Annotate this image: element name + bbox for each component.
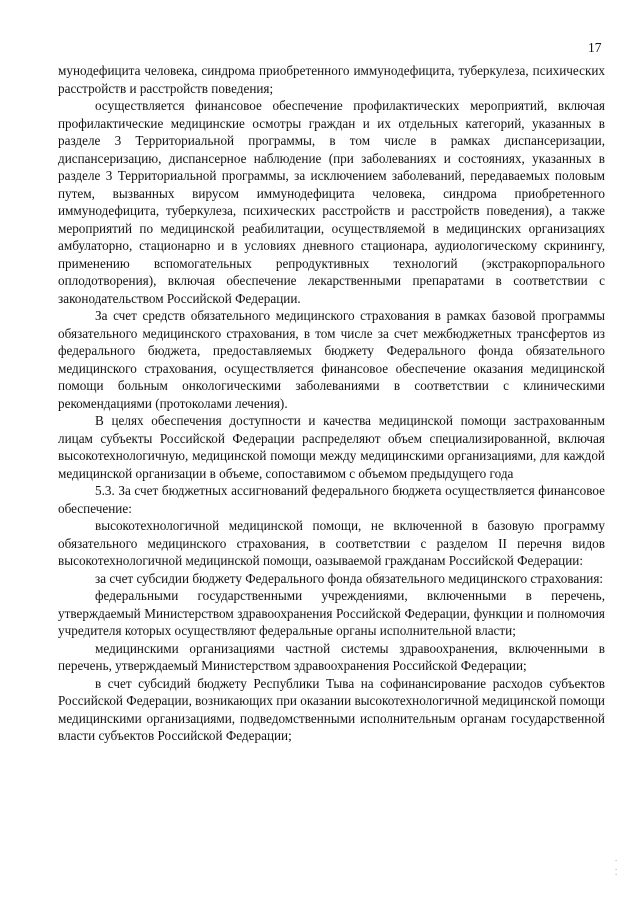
paragraph-care-distribution: В целях обеспечения доступности и качества медицинской помощи застрахованным лицам субъекты Российской Федерации распределяют объем специализированной, включая высокотехнологичную, медицинской помощи между медицинскими организациями, для каждой медицинской организации в объеме, сопоставимом с объемом предыдущего года: [58, 413, 605, 481]
section-5-3-heading: 5.3. За счет бюджетных ассигнований федерального бюджета осуществляется финансовое обеспечение:: [58, 483, 605, 516]
paragraph-high-tech-care: высокотехнологичной медицинской помощи, не включенной в базовую программу обязательного медицинского страхования, в соответствии с разделом II перечня видов высокотехнологичной медицинской помощи, оазываемой гражданам Российской Федерации:: [58, 518, 605, 568]
paragraph-oms-oncology: За счет средств обязательного медицинского страхования в рамках базовой программы обязательного медицинского страхования, в том числе за счет межбюджетных трансфертов из федерального бюджета, предоставляемых бюджету Федерального фонда обязательного медицинского страхования, осуществляется финансовое обеспечение оказания медицинской помощи больным онкологическими заболеваниями в соответствии с клиническими рекомендациями (протоколами лечения).: [58, 308, 605, 411]
paragraph-private-organizations: медицинскими организациями частной системы здравоохранения, включенными в перечень, утверждаемый Министерством здравоохранения Российской Федерации;: [58, 640, 605, 673]
page-number: 17: [588, 40, 602, 55]
document-body: [58, 62, 605, 745]
paragraph-continuation: мунодефицита человека, синдрома приобретенного иммунодефицита, туберкулеза, психических расстройств и расстройств поведения;: [58, 63, 605, 96]
paragraph-federal-institutions: федеральными государственными учреждениями, включенными в перечень, утверждаемый Министерством здравоохранения Российской Федерации, функции и полномочия учредителя которых осуществляют федеральные органы исполнительной власти;: [58, 588, 605, 638]
paragraph-preventive-measures: осуществляется финансовое обеспечение профилактических мероприятий, включая профилактические медицинские осмотры граждан и их отдельных категорий, указанных в разделе 3 Территориальной программы, в том числе в рамках диспансеризации, диспансеризацию, диспансерное наблюдение (при заболеваниях и состояниях, указанных в разделе 3 Территориальной программы, за исключением заболеваний, передаваемых половым путем, вызванных вирусом иммунодефицита человека, синдрома приобретенного иммунодефицита, туберкулеза, психических расстройств и расстройств поведения), а также мероприятий по медицинской реабилитации, осуществляемой в медицинских организациях амбулаторно, стационарно и в условиях дневного стационара, аудиологическому скринингу, применению вспомогательных репродуктивных технологий (экстракорпорального оплодотворения), включая обеспечение лекарственными препаратами в соответствии с законодательством Российской Федерации.: [58, 98, 605, 306]
paragraph-subsidy-ffoms: за счет субсидии бюджету Федерального фонда обязательного медицинского страхования:: [95, 570, 604, 586]
scan-artifact-mark: · . ·: [614, 857, 619, 879]
paragraph-tyva-subsidies: в счет субсидий бюджету Республики Тыва на софинансирование расходов субъектов Российской Федерации, возникающих при оказании высокотехнологичной медицинской помощи медицинскими организациями, подведомственными исполнительным органам государственной власти субъектов Российской Федерации;: [58, 675, 605, 743]
